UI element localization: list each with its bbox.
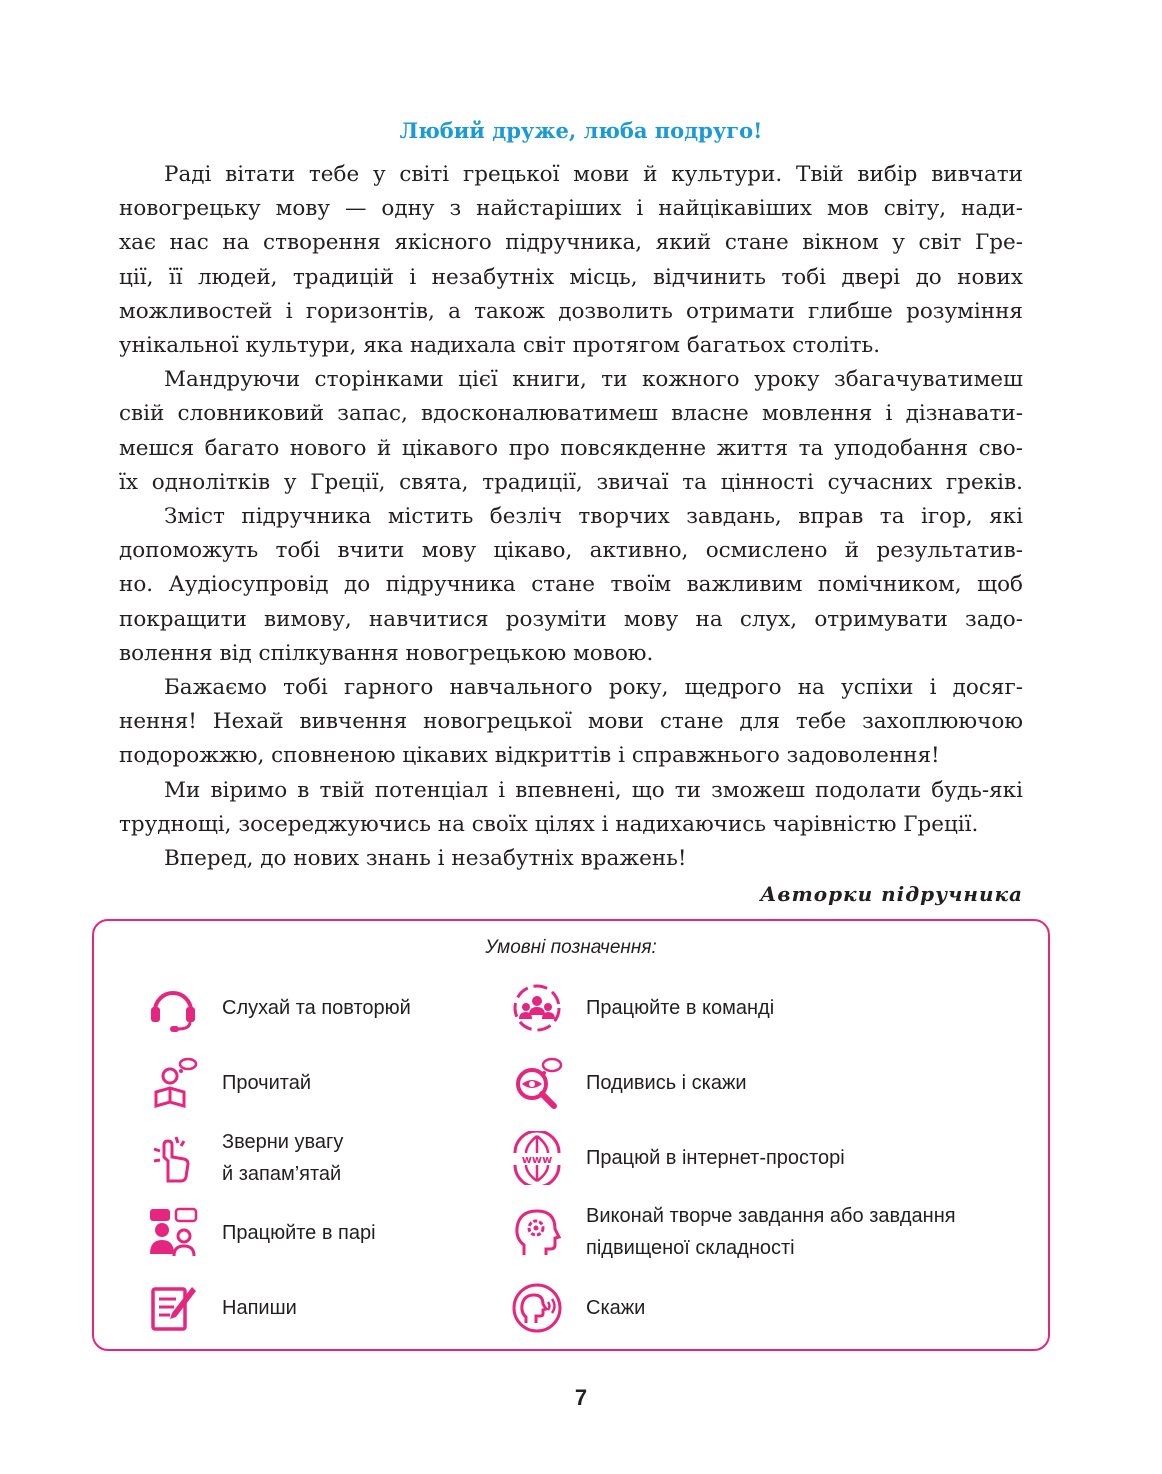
pair-talk-icon xyxy=(146,1206,200,1260)
legend-label: Напиши xyxy=(222,1297,297,1319)
write-pencil-icon xyxy=(146,1281,200,1335)
speak-head-icon xyxy=(510,1281,564,1335)
legend-label: Скажи xyxy=(586,1297,646,1319)
text-line: Бажаємо тобі гарного навчального року, щедрого на успіхи і досяг- xyxy=(164,675,1023,701)
www-globe-icon xyxy=(510,1131,564,1185)
legend-label: Подивись і скажи xyxy=(586,1072,747,1094)
legend-item-team xyxy=(510,981,774,1035)
legend-item-attention xyxy=(146,1126,343,1190)
page-number: 7 xyxy=(574,1385,588,1410)
legend-label xyxy=(222,1126,343,1190)
text-line: подорожжю, сповненою цікавих відкриттів і справжнього задоволення! xyxy=(119,743,940,769)
legend-label: Слухай та повторюй xyxy=(222,997,411,1019)
text-line: нення! Нехай вивчення новогрецької мови стане для тебе захоплюючою xyxy=(119,709,1023,735)
authors-signature: Авторки підручника xyxy=(760,882,1023,906)
legend-item-listen xyxy=(146,981,411,1035)
text-line: Ми віримо в твій потенціал і впевнені, що ти зможеш подолати будь-які xyxy=(164,777,1023,803)
text-line: волення від спілкування новогрецькою мовою. xyxy=(119,640,654,666)
legend-label xyxy=(586,1200,956,1264)
legend-label: Працюй в інтернет-просторі xyxy=(586,1147,845,1169)
creative-head-icon xyxy=(510,1205,564,1259)
legend-label: Працюйте в парі xyxy=(222,1222,376,1244)
text-line: мешся багато нового й цікавого про повсякденне життя та уподобання сво- xyxy=(119,435,1023,461)
legend-item-look xyxy=(510,1056,747,1110)
text-line: допоможуть тобі вчити мову цікаво, активно, осмислено й результатив- xyxy=(119,538,1023,564)
legend-label-line2: й запам’ятай xyxy=(222,1163,342,1185)
text-line: Мандруючи сторінками цієї книги, ти кожного уроку збагачуватимеш xyxy=(164,367,1023,393)
legend-item-creative xyxy=(510,1200,956,1264)
legend-label-line2: підвищеної складності xyxy=(586,1237,795,1259)
attention-hand-icon xyxy=(146,1131,200,1185)
legend-item-write xyxy=(146,1281,297,1335)
text-line: покращити вимову, навчитися розуміти мову на слух, отримувати задо- xyxy=(119,606,1023,632)
legend-item-internet xyxy=(510,1131,845,1185)
legend-title: Умовні позначення: xyxy=(485,937,657,958)
legend-label-line1: Виконай творче завдання або завдання xyxy=(586,1205,956,1227)
legend-item-pair xyxy=(146,1206,376,1260)
letter-heading: Любий друже, люба подруго! xyxy=(399,118,763,143)
text-line: їх однолітків у Греції, свята, традиції, звичаї та цінності сучасних греків. xyxy=(119,469,1023,495)
text-line: Раді вітати тебе у світі грецької мови й культури. Твій вибір вивчати xyxy=(164,162,1023,187)
eye-magnifier-icon xyxy=(510,1056,564,1110)
text-line: можливостей і горизонтів, а також дозволить отримати глибше розуміння xyxy=(119,298,1023,324)
legend-item-speak xyxy=(510,1281,645,1335)
legend-label: Прочитай xyxy=(222,1072,312,1094)
text-line: Зміст підручника містить безліч творчих завдань, вправ та ігор, які xyxy=(164,504,1023,530)
legend-label: Працюйте в команді xyxy=(586,997,775,1019)
legend-label-line1: Зверни увагу xyxy=(222,1131,344,1153)
svg-text:www: www xyxy=(521,1153,553,1166)
reading-person-icon xyxy=(146,1056,200,1110)
team-icon xyxy=(510,981,564,1035)
text-line: Вперед, до нових знань і незабутніх вражень! xyxy=(164,846,687,872)
text-line: новогрецьку мову — одну з найстаріших і найцікавіших мов світу, нади- xyxy=(119,196,1023,222)
text-line: ції, її людей, традицій і незабутніх місць, відчинить тобі двері до нових xyxy=(119,264,1023,290)
legend-item-read xyxy=(146,1056,311,1110)
text-line: унікальної культури, яка надихала світ протягом багатьох століть. xyxy=(119,333,881,359)
text-line: труднощі, зосереджуючись на своїх цілях і надихаючись чарівністю Греції. xyxy=(119,811,979,837)
text-line: хає нас на створення якісного підручника, який стане вікном у світ Гре- xyxy=(119,230,1023,256)
text-line: свій словниковий запас, вдосконалюватимеш власне мовлення і дізнавати- xyxy=(119,401,1023,427)
text-line: но. Аудіосупровід до підручника стане твоїм важливим помічником, щоб xyxy=(119,572,1023,598)
headphones-icon xyxy=(146,981,200,1035)
letter-body xyxy=(119,158,1023,876)
